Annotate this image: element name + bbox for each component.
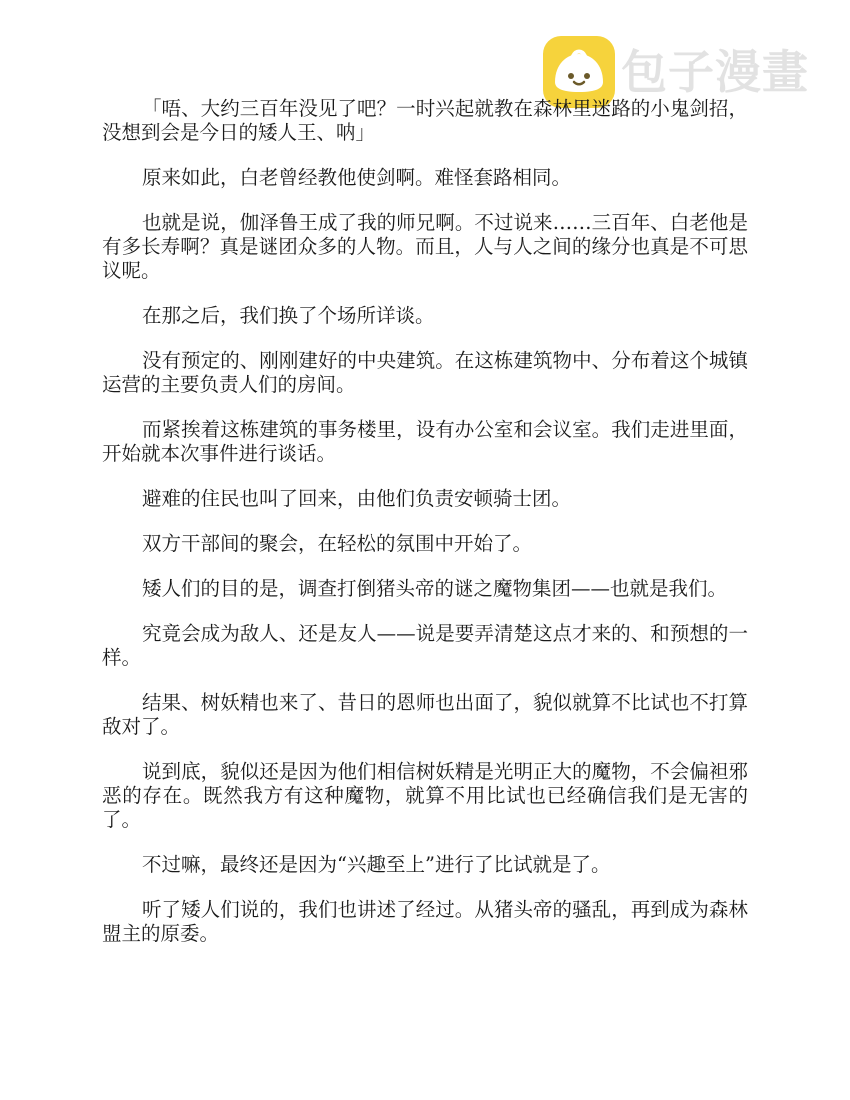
document-body (102, 97, 748, 967)
paragraph: 矮人们的目的是，调查打倒猪头帝的谜之魔物集团——也就是我们。 (142, 577, 728, 600)
paragraph: 究竟会成为敌人、还是友人——说是要弄清楚这点才来的、和预想的一样。 (102, 622, 748, 669)
paragraph: 没有预定的、刚刚建好的中央建筑。在这栋建筑物中、分布着这个城镇运营的主要负责人们的房间。 (102, 349, 748, 396)
watermark-brand-text: 包子漫畫 (621, 45, 809, 99)
paragraph: 在那之后，我们换了个场所详谈。 (142, 304, 435, 327)
paragraph: 结果、树妖精也来了、昔日的恩师也出面了，貌似就算不比试也不打算敌对了。 (102, 691, 748, 738)
paragraph: 不过嘛，最终还是因为“兴趣至上”进行了比试就是了。 (142, 853, 611, 876)
paragraph: 也就是说，伽泽鲁王成了我的师兄啊。不过说来……三百年、白老他是有多长寿啊？真是谜团众多的人物。而且，人与人之间的缘分也真是不可思议呢。 (102, 211, 748, 282)
paragraph: 说到底，貌似还是因为他们相信树妖精是光明正大的魔物，不会偏袒邪恶的存在。既然我方有这种魔物，就算不用比试也已经确信我们是无害的了。 (102, 760, 748, 831)
paragraph: 听了矮人们说的，我们也讲述了经过。从猪头帝的骚乱，再到成为森林盟主的原委。 (102, 898, 748, 945)
paragraph: 原来如此，白老曾经教他使剑啊。难怪套路相同。 (142, 166, 572, 189)
paragraph: 而紧挨着这栋建筑的事务楼里，设有办公室和会议室。我们走进里面，开始就本次事件进行谈话。 (102, 418, 748, 465)
paragraph: 双方干部间的聚会，在轻松的氛围中开始了。 (142, 532, 533, 555)
paragraph: 避难的住民也叫了回来，由他们负责安顿骑士团。 (142, 487, 572, 510)
paragraph: 「唔、大约三百年没见了吧？一时兴起就教在森林里迷路的小鬼剑招，没想到会是今日的矮人王、呐」 (102, 97, 748, 144)
